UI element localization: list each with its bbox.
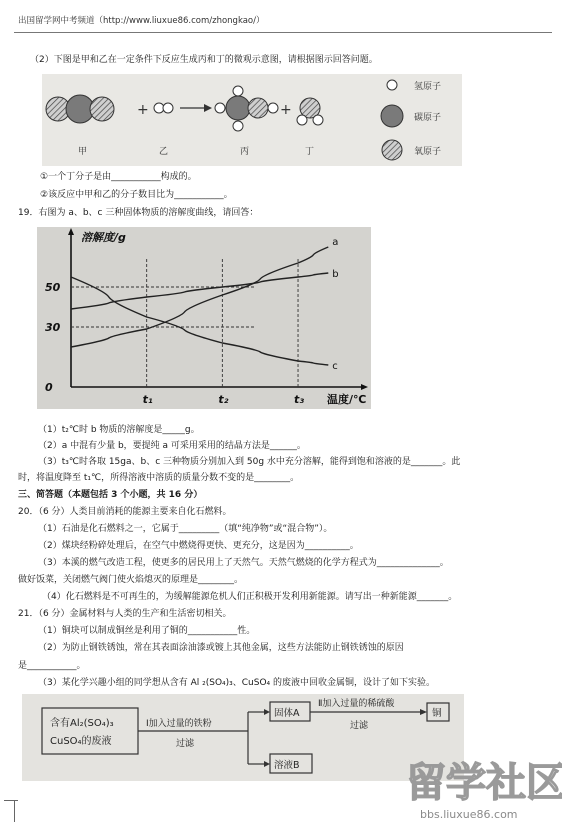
step1-op: 过滤 xyxy=(176,739,195,749)
reaction-diagram xyxy=(42,74,462,166)
waste-liquid-line1: 含有Al₂(SO₄)₃ xyxy=(50,718,114,729)
q20-intro: 20．（6 分）人类目前消耗的能源主要来自化石燃料。 xyxy=(18,507,232,517)
molecule-ding xyxy=(297,98,323,125)
q2-sub1: ①一个丁分子是由___________构成的。 xyxy=(40,172,197,182)
step2-label: Ⅱ加入过量的稀硫酸 xyxy=(318,699,395,709)
x-axis-label: 温度/℃ xyxy=(327,393,367,406)
q20-sub4: （4）化石燃料是不可再生的，为缓解能源危机人们正积极开发利用新能源。请写出一种新能源_______。 xyxy=(42,592,458,602)
q19-intro: 19．右图为 a、b、c 三种固体物质的溶解度曲线，请回答： xyxy=(18,208,259,218)
q20-sub3a: （3）本溪的燃气改造工程，使更多的居民用上了天然气。天然气燃烧的化学方程式为______________。 xyxy=(38,558,449,568)
step2-op: 过滤 xyxy=(350,721,369,731)
y-axis-label: 溶解度/g xyxy=(81,231,126,244)
watermark-logo xyxy=(402,748,562,826)
oxygen-legend-icon xyxy=(382,140,402,160)
legend-hydrogen: 氢原子 xyxy=(414,82,442,92)
q21-sub2a: （2）为防止钢铁锈蚀，常在其表面涂油漆或镀上其他金属，这些方法能防止钢铁锈蚀的原因 xyxy=(38,643,404,653)
q20-sub1: （1）石油是化石燃料之一，它属于_________（填“纯净物”或“混合物”）。 xyxy=(38,524,333,534)
x-tick-label: t₂ xyxy=(218,393,229,406)
y-axis-arrow xyxy=(68,228,74,235)
molecule-jia xyxy=(46,95,114,123)
process-flow-diagram xyxy=(22,694,464,781)
q21-sub2b: 是___________。 xyxy=(18,661,86,671)
q2-intro: （2）下图是甲和乙在一定条件下反应生成丙和丁的微观示意图，请根据图示回答问题。 xyxy=(30,55,378,65)
watermark-url: bbs.liuxue86.com xyxy=(420,808,518,821)
q21-sub1: （1）铜块可以制成铜丝是利用了铜的___________性。 xyxy=(38,626,256,636)
label-yi: 乙 xyxy=(159,147,169,157)
x-axis-arrow xyxy=(361,384,368,390)
q2-sub2: ②该反应中甲和乙的分子数目比为___________。 xyxy=(40,190,233,200)
series-a-label: a xyxy=(332,237,339,248)
legend xyxy=(381,80,441,160)
q19-sub2: （2）a 中混有少量 b，要提纯 a 可采用采用的结晶方法是______。 xyxy=(38,441,306,451)
series-c-label: c xyxy=(332,361,338,372)
solid-a-label: 固体A xyxy=(274,708,300,719)
waste-liquid-box xyxy=(42,708,138,754)
plus-sign-1: + xyxy=(137,102,149,118)
origin-label: 0 xyxy=(45,381,53,394)
q19-sub1: （1）t₂℃时 b 物质的溶解度是_____g。 xyxy=(38,425,200,435)
section-title: 三、简答题（本题包括 3 个小题，共 16 分） xyxy=(18,490,203,500)
x-tick-label: t₃ xyxy=(294,393,305,406)
q21-sub3: （3）某化学兴趣小组的同学想从含有 Al ₂(SO₄)₃、CuSO₄ 的废液中回收金属铜，设计了如下实验。 xyxy=(38,678,436,688)
header-divider xyxy=(14,32,552,33)
legend-carbon: 碳原子 xyxy=(414,113,442,123)
step1-label: Ⅰ加入过量的铁粉 xyxy=(146,719,212,729)
q20-sub3b: 做好饭菜，关闭燃气阀门使火焰熄灭的原理是________。 xyxy=(18,575,244,585)
y-tick-label: 50 xyxy=(45,281,61,294)
legend-oxygen: 氧原子 xyxy=(414,147,442,157)
reaction-arrow xyxy=(180,104,212,112)
q19-sub3b: 时，将温度降至 t₁℃，所得溶液中溶质的质量分数不变的是________。 xyxy=(18,473,300,483)
copper-label: 铜 xyxy=(432,708,442,719)
series-b-label: b xyxy=(332,269,339,280)
page-header: 出国留学网中考频道（http://www.liuxue86.com/zhongkao/） xyxy=(18,16,265,26)
plus-sign-2: + xyxy=(280,102,292,118)
hydrogen-legend-icon xyxy=(387,80,397,90)
label-ding: 丁 xyxy=(305,147,315,157)
solution-b-label: 溶液B xyxy=(274,760,300,771)
molecule-yi xyxy=(154,103,173,113)
x-tick-label: t₁ xyxy=(142,393,153,406)
carbon-legend-icon xyxy=(381,105,403,127)
arrow-head-a xyxy=(264,709,270,715)
q19-sub3a: （3）t₃℃时各取 15ga、b、c 三种物质分别加入到 50g 水中充分溶解，能得到饱和溶液的是_______。此 xyxy=(38,457,461,467)
crop-mark xyxy=(4,800,18,811)
waste-liquid-line2: CuSO₄的废液 xyxy=(50,736,112,747)
y-tick-label: 30 xyxy=(45,321,61,334)
watermark-text: 留学社区 xyxy=(406,760,562,806)
q21-intro: 21．（6 分）金属材料与人类的生产和生活密切相关。 xyxy=(18,609,232,619)
label-bing: 丙 xyxy=(240,147,250,157)
label-jia: 甲 xyxy=(78,147,88,157)
molecule-bing xyxy=(215,86,278,131)
q20-sub2: （2）煤块经粉碎处理后，在空气中燃烧得更快、更充分，这是因为__________。 xyxy=(38,541,359,551)
arrow-head-b xyxy=(264,761,270,767)
solubility-chart xyxy=(37,227,371,409)
